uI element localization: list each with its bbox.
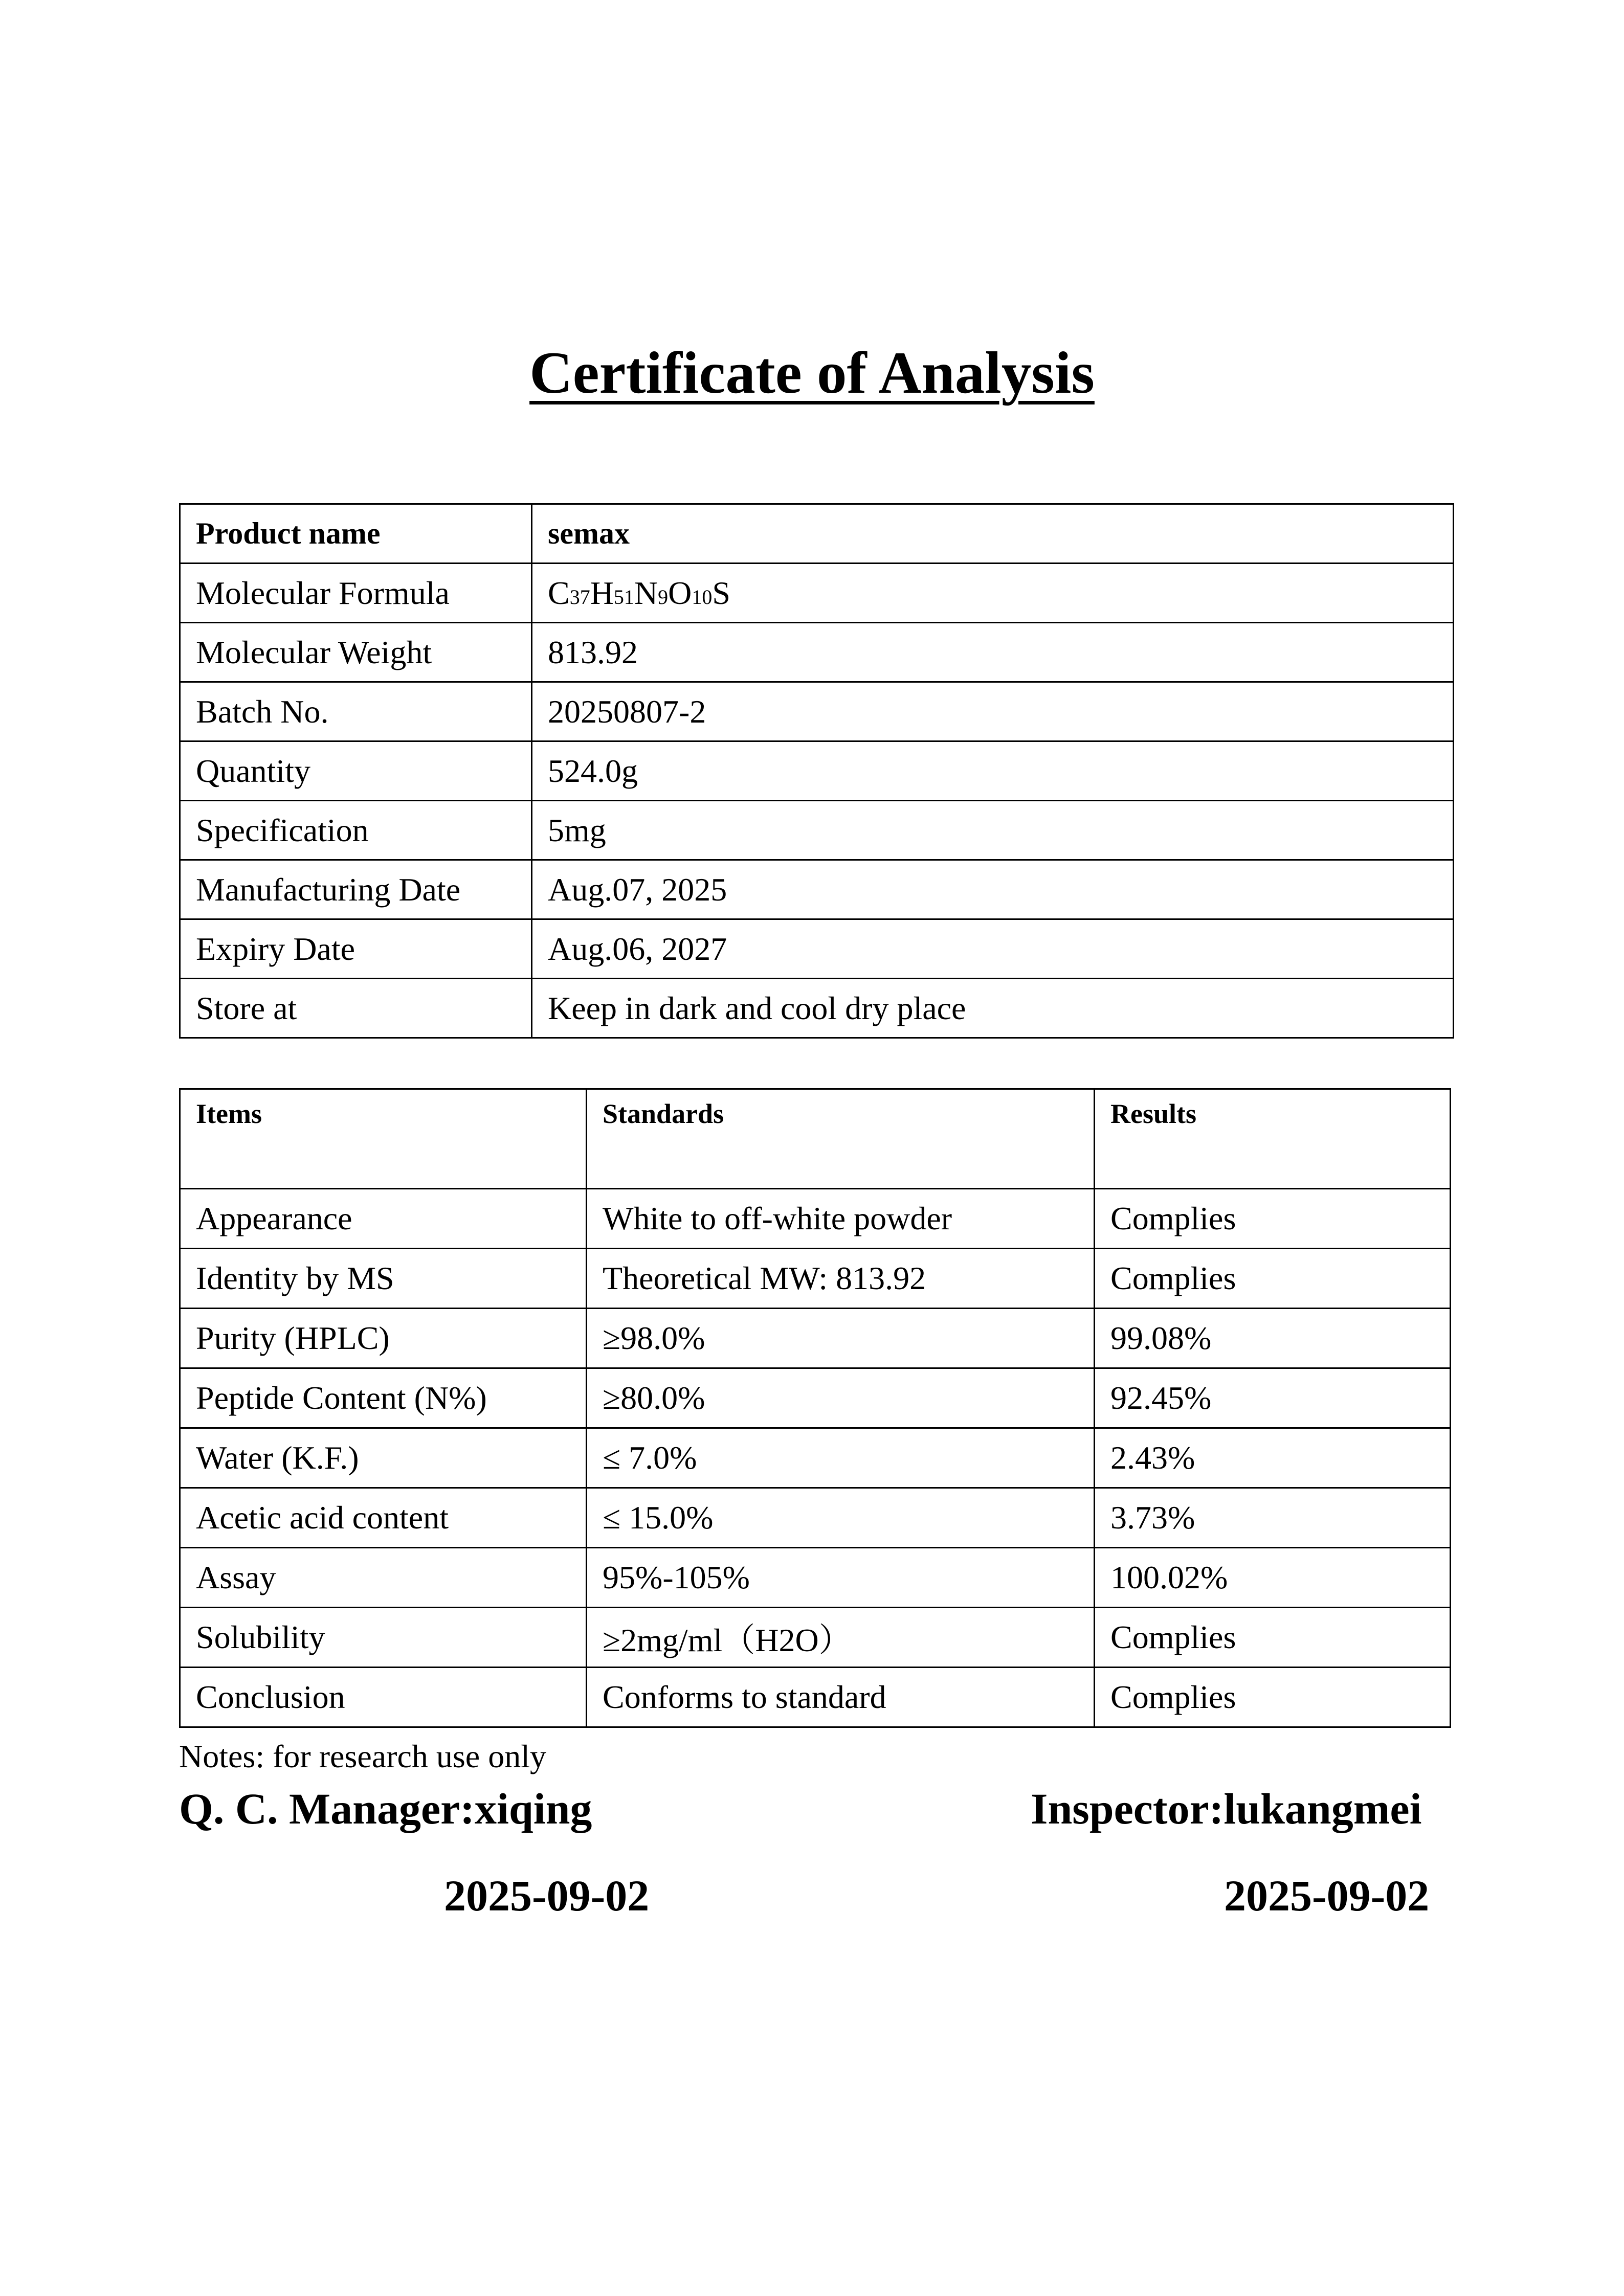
results-row: [180, 1488, 1451, 1548]
results-row: [180, 1668, 1451, 1727]
results-standard: White to off-white powder: [587, 1189, 1095, 1249]
results-standard: ≤ 15.0%: [587, 1488, 1095, 1548]
product-info-value: Aug.06, 2027: [532, 919, 1454, 979]
results-result: Complies: [1095, 1189, 1451, 1249]
results-item: Peptide Content (N%): [180, 1368, 587, 1428]
product-info-row: [180, 623, 1454, 682]
product-info-label: Batch No.: [180, 682, 532, 741]
results-standard: ≥80.0%: [587, 1368, 1095, 1428]
inspector-signature: Inspector:lukangmei: [1031, 1784, 1422, 1833]
product-info-label: Manufacturing Date: [180, 860, 532, 919]
results-row: [180, 1428, 1451, 1488]
results-row: [180, 1368, 1451, 1428]
results-standard: Conforms to standard: [587, 1668, 1095, 1727]
results-row: [180, 1608, 1451, 1668]
product-info-label: Specification: [180, 801, 532, 860]
product-info-label: Molecular Formula: [180, 564, 532, 623]
product-info-label: Product name: [180, 504, 532, 564]
product-info-label: Expiry Date: [180, 919, 532, 979]
results-row: [180, 1309, 1451, 1368]
results-result: 99.08%: [1095, 1309, 1451, 1368]
product-info-row: [180, 682, 1454, 741]
product-info-value: 20250807-2: [532, 682, 1454, 741]
molecular-formula-value: C37H51N9O10S: [532, 564, 1454, 623]
qc-manager-signature: Q. C. Manager:xiqing: [179, 1784, 592, 1833]
product-info-row: [180, 919, 1454, 979]
product-info-row: [180, 801, 1454, 860]
results-item: Acetic acid content: [180, 1488, 587, 1548]
column-header-standards: Standards: [587, 1089, 1095, 1189]
results-item: Solubility: [180, 1608, 587, 1668]
results-row: [180, 1249, 1451, 1309]
document-title: [0, 337, 1624, 409]
results-result: Complies: [1095, 1668, 1451, 1727]
product-info-row: [180, 504, 1454, 564]
results-result: 2.43%: [1095, 1428, 1451, 1488]
results-row: [180, 1548, 1451, 1608]
results-row: [180, 1189, 1451, 1249]
results-result: 92.45%: [1095, 1368, 1451, 1428]
product-info-value: 5mg: [532, 801, 1454, 860]
product-info-row: [180, 979, 1454, 1038]
column-header-items: Items: [180, 1089, 587, 1189]
product-info-row: [180, 564, 1454, 623]
product-info-value: 524.0g: [532, 741, 1454, 801]
product-info-value: Keep in dark and cool dry place: [532, 979, 1454, 1038]
results-standard: Theoretical MW: 813.92: [587, 1249, 1095, 1309]
results-item: Purity (HPLC): [180, 1309, 587, 1368]
results-item: Conclusion: [180, 1668, 587, 1727]
product-info-value: Aug.07, 2025: [532, 860, 1454, 919]
results-result: 100.02%: [1095, 1548, 1451, 1608]
results-standard: ≥98.0%: [587, 1309, 1095, 1368]
inspector-date: 2025-09-02: [1224, 1871, 1430, 1920]
results-result: Complies: [1095, 1249, 1451, 1309]
product-info-label: Store at: [180, 979, 532, 1038]
notes-text: Notes: for research use only: [179, 1738, 546, 1774]
product-info-row: [180, 741, 1454, 801]
results-standard: ≤ 7.0%: [587, 1428, 1095, 1488]
results-standard: 95%-105%: [587, 1548, 1095, 1608]
results-item: Appearance: [180, 1189, 587, 1249]
product-info-label: Quantity: [180, 741, 532, 801]
results-item: Water (K.F.): [180, 1428, 587, 1488]
results-standard: ≥2mg/ml（H2O）: [587, 1608, 1095, 1668]
product-info-label: Molecular Weight: [180, 623, 532, 682]
product-info-row: [180, 860, 1454, 919]
results-item: Identity by MS: [180, 1249, 587, 1309]
results-header-row: [180, 1089, 1451, 1189]
results-result: Complies: [1095, 1608, 1451, 1668]
results-result: 3.73%: [1095, 1488, 1451, 1548]
qc-manager-date: 2025-09-02: [444, 1871, 650, 1920]
results-item: Assay: [180, 1548, 587, 1608]
document-title-text: Certificate of Analysis: [529, 340, 1095, 406]
analysis-results-table: [179, 1088, 1451, 1728]
product-info-table: [179, 503, 1454, 1039]
product-info-value: 813.92: [532, 623, 1454, 682]
product-info-value: semax: [532, 504, 1454, 564]
column-header-results: Results: [1095, 1089, 1451, 1189]
